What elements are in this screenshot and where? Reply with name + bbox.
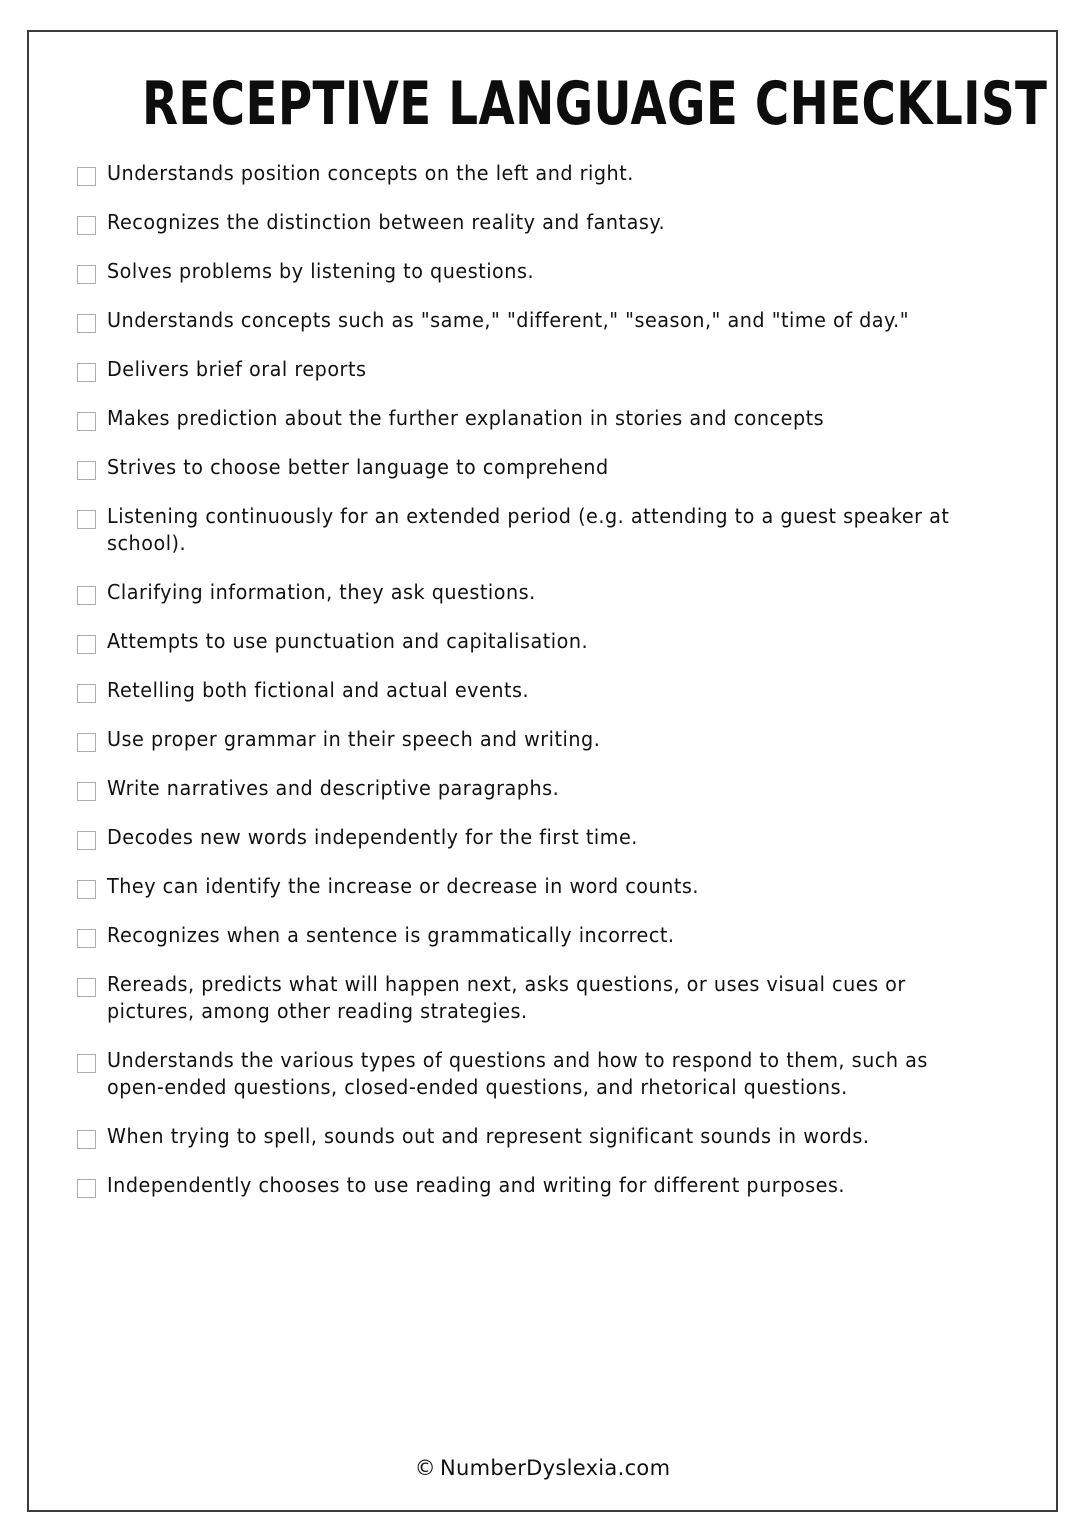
checklist-item-label: Attempts to use punctuation and capitalisation. [107,629,589,653]
checkbox-icon[interactable] [77,412,96,431]
checklist-item[interactable] [77,726,1030,753]
checklist-item-label: Write narratives and descriptive paragraphs. [107,776,560,800]
page-content [29,32,1056,1510]
checklist-item-label: Delivers brief oral reports [107,357,367,381]
checklist-item[interactable] [77,405,1030,432]
checkbox-icon[interactable] [77,733,96,752]
checklist-item[interactable] [77,1047,1030,1101]
checklist-item-label: Listening continuously for an extended period (e.g. attending to a guest speaker at school). [107,504,950,555]
checklist-item-label: Solves problems by listening to questions. [107,259,535,283]
checklist-item[interactable] [77,160,1030,187]
checklist-item[interactable] [77,677,1030,704]
page-title: RECEPTIVE LANGUAGE CHECKLIST [141,69,1048,139]
checklist-item-label: Rereads, predicts what will happen next, asks questions, or uses visual cues or pictures, among other reading strategies. [107,972,906,1023]
checklist-item[interactable] [77,1172,1030,1199]
checklist-item-label: Makes prediction about the further explanation in stories and concepts [107,406,825,430]
checklist-item-label: Understands position concepts on the left and right. [107,161,634,185]
checklist-item-label: Decodes new words independently for the first time. [107,825,638,849]
footer-credit [29,1456,1056,1480]
copyright-icon: © [414,1456,436,1480]
checklist-item[interactable] [77,628,1030,655]
checklist-item[interactable] [77,1123,1030,1150]
checklist-item-label: They can identify the increase or decrease in word counts. [107,874,699,898]
checkbox-icon[interactable] [77,510,96,529]
checkbox-icon[interactable] [77,586,96,605]
checklist-item-label: Recognizes when a sentence is grammatically incorrect. [107,923,675,947]
checkbox-icon[interactable] [77,929,96,948]
checklist-item[interactable] [77,824,1030,851]
checkbox-icon[interactable] [77,880,96,899]
checklist-item[interactable] [77,307,1030,334]
checklist-item-label: Independently chooses to use reading and writing for different purposes. [107,1173,846,1197]
checkbox-icon[interactable] [77,167,96,186]
checklist-item[interactable] [77,258,1030,285]
checkbox-icon[interactable] [77,782,96,801]
page-border [27,30,1058,1512]
checklist-item[interactable] [77,209,1030,236]
checkbox-icon[interactable] [77,635,96,654]
checkbox-icon[interactable] [77,1130,96,1149]
checklist-item-label: Understands concepts such as "same," "different," "season," and "time of day." [107,308,910,332]
checklist-item-label: Strives to choose better language to comprehend [107,455,609,479]
checkbox-icon[interactable] [77,265,96,284]
checklist-item-label: Clarifying information, they ask questions. [107,580,536,604]
checklist-item[interactable] [77,922,1030,949]
checklist-item[interactable] [77,579,1030,606]
checklist-item-label: Recognizes the distinction between reality and fantasy. [107,210,666,234]
checklist-item[interactable] [77,356,1030,383]
checklist-item-label: When trying to spell, sounds out and represent significant sounds in words. [107,1124,870,1148]
checkbox-icon[interactable] [77,461,96,480]
checkbox-icon[interactable] [77,363,96,382]
checklist [77,160,1030,1199]
footer-site-name: NumberDyslexia.com [439,1456,671,1480]
checkbox-icon[interactable] [77,216,96,235]
checklist-item[interactable] [77,503,1030,557]
checkbox-icon[interactable] [77,1179,96,1198]
checklist-item[interactable] [77,971,1030,1025]
checklist-item[interactable] [77,454,1030,481]
checkbox-icon[interactable] [77,978,96,997]
checkbox-icon[interactable] [77,831,96,850]
checklist-item-label: Understands the various types of questions and how to respond to them, such as open-ended questions, closed-ended questions, and rhetorical questions. [107,1048,928,1099]
checklist-item[interactable] [77,775,1030,802]
checkbox-icon[interactable] [77,1054,96,1073]
checklist-item[interactable] [77,873,1030,900]
checkbox-icon[interactable] [77,684,96,703]
checkbox-icon[interactable] [77,314,96,333]
checklist-item-label: Retelling both fictional and actual events. [107,678,530,702]
checklist-item-label: Use proper grammar in their speech and writing. [107,727,601,751]
